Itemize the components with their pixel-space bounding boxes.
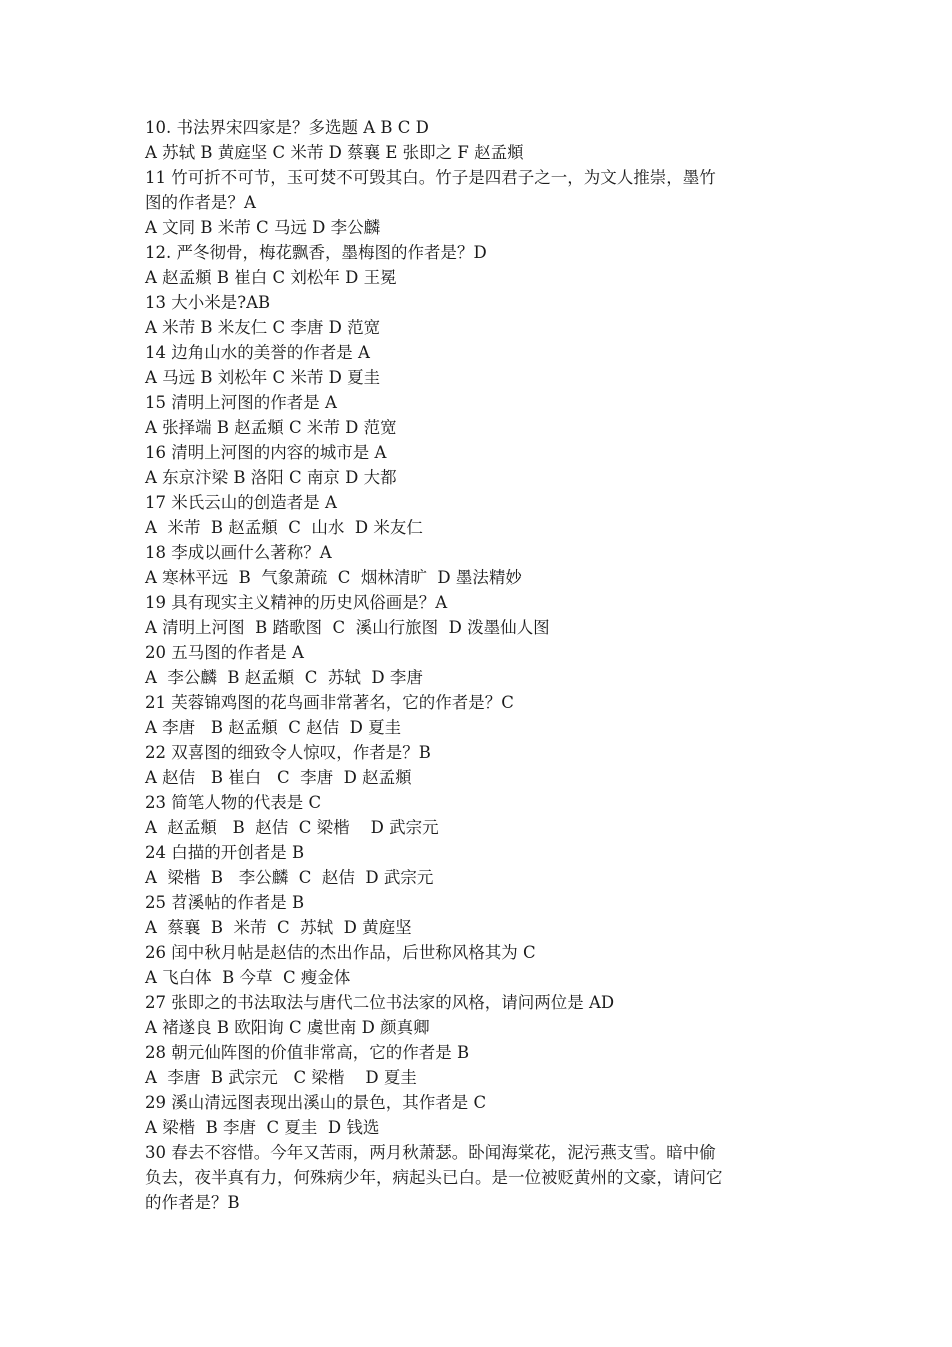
question-24: 24 白描的开创者是 B bbox=[145, 843, 305, 862]
question-11-cont: 图的作者是？A bbox=[145, 193, 256, 212]
options-19: A 清明上河图 B 踏歌图 C 溪山行旅图 D 泼墨仙人图 bbox=[145, 618, 550, 637]
options-10: A 苏轼 B 黄庭坚 C 米芾 D 蔡襄 E 张即之 F 赵孟頫 bbox=[145, 143, 524, 162]
question-21: 21 芙蓉锦鸡图的花鸟画非常著名，它的作者是？C bbox=[145, 693, 514, 712]
question-13: 13 大小米是?AB bbox=[145, 293, 271, 312]
options-14: A 马远 B 刘松年 C 米芾 D 夏圭 bbox=[145, 368, 381, 387]
question-14: 14 边角山水的美誉的作者是 A bbox=[145, 343, 370, 362]
options-24: A 梁楷 B 李公麟 C 赵佶 D 武宗元 bbox=[145, 868, 434, 887]
options-13: A 米芾 B 米友仁 C 李唐 D 范宽 bbox=[145, 318, 381, 337]
options-27: A 褚遂良 B 欧阳询 C 虞世南 D 颜真卿 bbox=[145, 1018, 430, 1037]
options-28: A 李唐 B 武宗元 C 梁楷 D 夏圭 bbox=[145, 1068, 417, 1087]
question-19: 19 具有现实主义精神的历史风俗画是？A bbox=[145, 593, 448, 612]
question-25: 25 苕溪帖的作者是 B bbox=[145, 893, 305, 912]
question-12: 12. 严冬彻骨，梅花飘香，墨梅图的作者是？D bbox=[145, 243, 487, 262]
options-22: A 赵佶 B 崔白 C 李唐 D 赵孟頫 bbox=[145, 768, 412, 787]
options-12: A 赵孟頫 B 崔白 C 刘松年 D 王冕 bbox=[145, 268, 397, 287]
options-21: A 李唐 B 赵孟頫 C 赵佶 D 夏圭 bbox=[145, 718, 402, 737]
question-28: 28 朝元仙阵图的价值非常高，它的作者是 B bbox=[145, 1043, 470, 1062]
options-20: A 李公麟 B 赵孟頫 C 苏轼 D 李唐 bbox=[145, 668, 423, 687]
question-15: 15 清明上河图的作者是 A bbox=[145, 393, 337, 412]
question-10: 10. 书法界宋四家是？多选题 A B C D bbox=[145, 118, 429, 137]
question-22: 22 双喜图的细致令人惊叹，作者是？B bbox=[145, 743, 431, 762]
question-30-cont-1: 负去，夜半真有力，何殊病少年，病起头已白。是一位被贬黄州的文豪，请问它 bbox=[145, 1168, 723, 1187]
question-23: 23 简笔人物的代表是 C bbox=[145, 793, 322, 812]
question-30-cont-2: 的作者是？B bbox=[145, 1193, 240, 1212]
options-25: A 蔡襄 B 米芾 C 苏轼 D 黄庭坚 bbox=[145, 918, 412, 937]
question-29: 29 溪山清远图表现出溪山的景色，其作者是 C bbox=[145, 1093, 487, 1112]
options-15: A 张择端 B 赵孟頫 C 米芾 D 范宽 bbox=[145, 418, 397, 437]
options-18: A 寒林平远 B 气象萧疏 C 烟林清旷 D 墨法精妙 bbox=[145, 568, 522, 587]
question-20: 20 五马图的作者是 A bbox=[145, 643, 304, 662]
question-27: 27 张即之的书法取法与唐代二位书法家的风格，请问两位是 AD bbox=[145, 993, 615, 1012]
options-29: A 梁楷 B 李唐 C 夏圭 D 钱选 bbox=[145, 1118, 380, 1137]
options-26: A 飞白体 B 今草 C 瘦金体 bbox=[145, 968, 351, 987]
document-page bbox=[145, 115, 815, 1215]
question-26: 26 闰中秋月帖是赵佶的杰出作品，后世称风格其为 C bbox=[145, 943, 536, 962]
question-17: 17 米氏云山的创造者是 A bbox=[145, 493, 337, 512]
options-11: A 文同 B 米芾 C 马远 D 李公麟 bbox=[145, 218, 381, 237]
question-18: 18 李成以画什么著称？A bbox=[145, 543, 332, 562]
options-17: A 米芾 B 赵孟頫 C 山水 D 米友仁 bbox=[145, 518, 423, 537]
options-23: A 赵孟頫 B 赵佶 C 梁楷 D 武宗元 bbox=[145, 818, 439, 837]
options-16: A 东京汴梁 B 洛阳 C 南京 D 大都 bbox=[145, 468, 397, 487]
question-16: 16 清明上河图的内容的城市是 A bbox=[145, 443, 387, 462]
question-11: 11 竹可折不可节，玉可焚不可毁其白。竹子是四君子之一，为文人推崇，墨竹 bbox=[145, 168, 716, 187]
question-30: 30 春去不容惜。今年又苦雨，两月秋萧瑟。卧闻海棠花，泥污燕支雪。暗中偷 bbox=[145, 1143, 716, 1162]
